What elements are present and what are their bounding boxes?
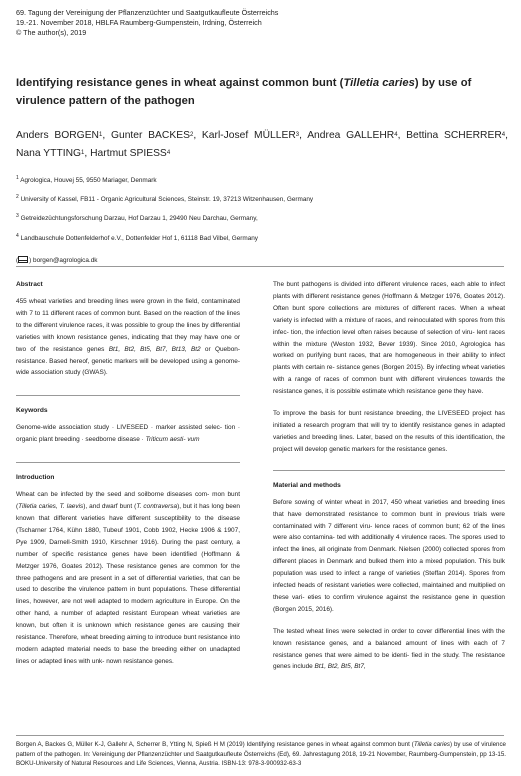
species-name: Tilletia caries bbox=[413, 741, 451, 748]
paragraph-line: To improve the basis for bunt resistance breeding, the LIVESEED bbox=[273, 410, 470, 418]
title-part-1: Identifying resistance genes in wheat against common bunt ( bbox=[16, 77, 344, 89]
affiliation bbox=[16, 196, 313, 203]
author-affiliation-number: 2 bbox=[189, 132, 194, 138]
paragraph-line: 2010, Agrologica has worked on purifying bunt races, that are bbox=[273, 340, 505, 360]
header-line-3: © The author(s), 2019 bbox=[16, 28, 87, 37]
paragraph-line: able to infect plants with different resistance genes (Hoffmann & bbox=[273, 281, 505, 300]
methods-line: fied in the study. The resistance genes include bbox=[273, 651, 506, 671]
paragraph-line: the resistance genes, it is possible estimate which resistance gene bbox=[273, 376, 505, 396]
methods-line: lines with each of 7 resistance genes that were aimed to be identi- bbox=[273, 639, 505, 659]
author-name: Nana YTTING bbox=[16, 148, 82, 159]
introduction-heading: Introduction bbox=[16, 474, 55, 482]
methods-line: lence races of common bunt; 62 of the lines were also contamina- bbox=[273, 522, 506, 542]
author-name: Karl-Josef MÜLLER bbox=[201, 130, 296, 141]
paragraph-line: a mixture of races, and reinoculated with spores from this infec- bbox=[273, 316, 505, 336]
author-affiliation-number: 4 bbox=[501, 132, 506, 138]
gene-names: Bt1, Bt2, Bt5, Bt7, bbox=[314, 663, 366, 671]
paragraph-line: range of races of common bunt with different virulences towards bbox=[295, 376, 493, 384]
abstract-heading: Abstract bbox=[16, 281, 43, 288]
author-name: Bettina SCHERRER bbox=[406, 130, 502, 141]
paragraph-line: lent races within the mixture (Weston 1932, Bever 1939). Since bbox=[273, 328, 505, 348]
citation-footer bbox=[16, 740, 506, 769]
intro-line: hand, a number of adapted resistant European wheat varieties are bbox=[34, 610, 240, 618]
intro-line: known, but often it is unknown which resistance genes are causing bbox=[16, 622, 224, 630]
author-name: Gunter BACKES bbox=[110, 130, 190, 141]
author-affiliation-number: 1 bbox=[99, 132, 103, 138]
species-name: T. contraversa bbox=[136, 503, 178, 511]
abstract-line: on the reaction of the lines to the different virulence races, it was bbox=[16, 309, 240, 329]
abstract-line: 455 wheat varieties and breeding lines were grown in the field, bbox=[16, 298, 200, 305]
left-column bbox=[16, 279, 240, 668]
intro-line: number of specific resistance genes have been identified bbox=[16, 550, 197, 558]
intro-line: mon bunt ( bbox=[16, 491, 241, 511]
methods-line: the lines, all originate from Denmark. Nielsen (2000) collected bbox=[290, 546, 469, 554]
intro-line: Darnell-Smith 1910, Kirschner 1916). During the past century, a bbox=[49, 538, 240, 546]
intro-line: 1880, Tubeuf 1901, Cobb 1902, Hecke 1906 & 1907, Pye 1909, bbox=[16, 526, 240, 546]
abstract-line: resistance genes bbox=[53, 345, 109, 353]
intro-line: ), and dwarf bunt bbox=[83, 503, 133, 511]
right-column bbox=[273, 279, 505, 673]
paragraph-line: genetic markers for the resistance genes. bbox=[329, 445, 448, 453]
paragraph-line: mixtures of different races. When a wheat variety is infected with bbox=[273, 304, 505, 324]
methods-line: Before sowing of winter wheat in 2017, 450 wheat varieties and bbox=[273, 498, 462, 506]
methods-line: (Borgen 2015, 2016). bbox=[273, 605, 334, 613]
methods-line: lines with the known resistance genes, and a balanced amount of bbox=[273, 627, 505, 647]
methods-line: spores from different places in Denmark and bulked them into a bbox=[273, 546, 505, 566]
intro-line: Wheat can be infected by the seed and soilborne diseases com- bbox=[16, 491, 210, 499]
affiliation-text: Agrologica, Houvej 55, 9550 Mariager, Denmark bbox=[20, 177, 157, 184]
author-affiliation-number: 3 bbox=[295, 132, 300, 138]
citation-text: Borgen A, Backes G, Müller K-J, Gallehr A, Scherrer B, Ytting N, Spieß H M (2019) Identifying resistance genes in wheat against common bunt ( bbox=[16, 741, 414, 748]
species-name: vum bbox=[187, 436, 200, 444]
conference-header bbox=[16, 8, 506, 38]
methods-paragraph-1 bbox=[273, 497, 505, 616]
author-name: Hartmut SPIESS bbox=[90, 148, 167, 159]
intro-line: (Hoffmann & Metzger 1976, Goates 2012). These resistance genes bbox=[16, 550, 240, 570]
affiliation bbox=[16, 215, 258, 222]
author-affiliation-number: 4 bbox=[166, 150, 171, 156]
keywords-line: tion · organic plant breeding · seedborne disease · bbox=[16, 424, 241, 444]
section-divider bbox=[273, 470, 505, 471]
paper-title bbox=[16, 74, 508, 110]
methods-paragraph-2 bbox=[273, 626, 505, 674]
paragraph-line: homogeneous in their ability to infect plants with certain re- bbox=[273, 352, 505, 372]
affiliation bbox=[16, 235, 258, 242]
author-affiliation-number: 4 bbox=[394, 132, 398, 138]
methods-line: eties to confirm virulence against the resistance gene in question bbox=[307, 593, 505, 601]
intro-line: their resistance. Therefore, wheat breeding aiming to introduce bbox=[16, 622, 240, 642]
affiliation-number: 4 bbox=[16, 233, 19, 239]
abstract-line: resistance genes, indicating that they may have one or two of the bbox=[16, 333, 240, 353]
intro-line: breeding either on unadapted lines or adapted lines with unk- bbox=[16, 645, 241, 665]
keywords-line: Genome-wide association study · LIVESEED · marker assisted selec- bbox=[16, 424, 223, 432]
methods-line: The tested wheat lines were selected in order to cover differential bbox=[273, 627, 465, 635]
email-link[interactable]: ) borgen@agrologica.dk bbox=[29, 257, 98, 264]
intro-line: ( bbox=[134, 503, 137, 511]
methods-line: breeding lines that have demonstrated resistance to common bbox=[273, 498, 505, 518]
author-affiliation-number: 1 bbox=[81, 150, 85, 156]
envelope-icon bbox=[18, 256, 28, 263]
section-divider bbox=[16, 462, 240, 463]
paragraph-line: project has initiated a research program that will try to identify bbox=[273, 410, 505, 429]
introduction-text bbox=[16, 489, 240, 668]
abstract-line: contaminated with 7 to 11 different races of common bunt. Based bbox=[16, 298, 240, 317]
author-list: Anders BORGEN$^1$, Gunter BACKES$^2$, Karl-Josef MÜLLER$^3$, Andrea GALLEHR$^4$, Bettina SCHERRER$^4$, Nana YTTING$^1$, Hartmut SPIESS$^4$ bbox=[16, 130, 508, 159]
header-line-1: 69. Tagung der Vereinigung der Pflanzenzüchter und Saatgutkaufleute Österreichs bbox=[16, 8, 279, 17]
intro-line: bunt resistance into modern adapted material needs to base the bbox=[16, 634, 240, 653]
title-part-2: ) by use of virulence pattern of the pathogen bbox=[16, 77, 472, 107]
abstract-line: possible to group the lines by differential varieties with known bbox=[16, 321, 240, 341]
methods-heading: Material and methods bbox=[273, 481, 341, 489]
intro-line: ), but it has long been known that different varieties bbox=[16, 503, 241, 522]
affiliation-number: 1 bbox=[16, 175, 19, 181]
paragraph-line: tion, the infection level often raises because of selection of viru- bbox=[290, 328, 475, 336]
affiliation-text: Landbauschule Dottenfelderhof e.V., Dottenfelder Hof 1, 61118 Bad Vilbel, Germany bbox=[20, 235, 258, 242]
affiliation bbox=[16, 177, 157, 184]
methods-line: bunt in previous trials were contaminated with 7 different viru- bbox=[273, 510, 505, 530]
intro-line: have different susceptibility to the disease (Tscharner 1764, Kühn bbox=[16, 514, 241, 534]
paragraph-line: The bunt pathogens is divided into different virulence races, each bbox=[273, 281, 465, 288]
gene-names: Bt1, Bt2, Bt5, Bt7, Bt13, Bt2 bbox=[108, 345, 201, 353]
title-italic: Tilletia caries bbox=[343, 77, 415, 89]
methods-line: varieties were collected, maintained and multiplied on these vari- bbox=[273, 582, 505, 601]
affiliation-number: 2 bbox=[16, 194, 19, 200]
liveseed-paragraph bbox=[273, 408, 505, 456]
intro-line: differential varieties, that can be used to describe the virulence bbox=[16, 574, 241, 594]
paragraph-line: they have. bbox=[453, 388, 484, 396]
affiliation-number: 3 bbox=[16, 213, 19, 219]
affiliation-text: Getreidezüchtungsforschung Darzau, Hof Darzau 1, 29490 Neu Darchau, Germany, bbox=[20, 215, 258, 222]
header-line-2: 19.-21. November 2018, HBLFA Raumberg-Gumpenstein, Irdning, Österreich bbox=[16, 18, 262, 27]
intro-line: not well adapted to modern agriculture in Europe. On the other bbox=[16, 598, 240, 618]
top-divider bbox=[16, 266, 504, 267]
citation-text: ) by use of virulence pattern of the pathogen. In: Vereinigung der Pflanzenzüchter und Saatgutkaufleute Österreichs (Ed), 69. Jahrestagung 2018, 19-21 November, Raumberg-Gumpenstein, pp 13-15. BOKU-University of Natural Resources and Life Sciences, Vienna, Austria. ISBN-13: 978-3-900932-63-3 bbox=[16, 741, 506, 768]
bunt-races-paragraph bbox=[273, 279, 505, 398]
author-name: Anders BORGEN bbox=[16, 130, 99, 141]
species-name: Triticum aesti- bbox=[145, 436, 186, 444]
paragraph-line: based on the results of this identification, the project will develop bbox=[273, 433, 505, 453]
affiliation-text: University of Kassel, FB11 - Organic Agricultural Sciences, Steinstr. 19, 37213 Witzenhausen, Germany bbox=[20, 196, 314, 203]
contact-email[interactable]: ( ) borgen@agrologica.dk bbox=[16, 257, 98, 264]
paragraph-line: sistance genes (Borgen 2015). By infecting wheat varieties with a bbox=[273, 364, 505, 384]
abstract-line: or Quebon- bbox=[200, 345, 240, 353]
intro-line: nown resistance genes. bbox=[106, 657, 174, 665]
abstract-line: resistance. Based hereof, genetic markers will be developed using bbox=[16, 357, 207, 365]
section-divider bbox=[16, 395, 240, 396]
species-name: Tilletia caries, T. laevis bbox=[18, 503, 84, 511]
methods-line: mixed population. This bulk population was used to infect a range bbox=[273, 558, 505, 578]
intro-line: pattern in bunt populations. These differential lines, however, are bbox=[16, 586, 241, 606]
paragraph-line: resistance genes in adapted varieties and breeding lines. Later, bbox=[273, 421, 505, 441]
keywords-text bbox=[16, 422, 240, 446]
methods-line: ted with additionally 4 virulence races. The spores used to infect bbox=[273, 534, 505, 554]
abstract-line: a genome-wide association study (GWAS). bbox=[16, 357, 240, 377]
footer-divider bbox=[16, 735, 504, 736]
abstract-text bbox=[16, 296, 240, 379]
paragraph-line: Metzger 1976, Goates 2012). Often bunt spore collections are bbox=[273, 292, 505, 312]
author-name: Andrea GALLEHR bbox=[307, 130, 395, 141]
keywords-heading: Keywords bbox=[16, 407, 48, 415]
intro-line: are common for the three pathogens and are present in a set of bbox=[16, 562, 240, 582]
methods-line: of varieties (Steffan 2014). Spores from infected heads of resistant bbox=[273, 570, 505, 590]
